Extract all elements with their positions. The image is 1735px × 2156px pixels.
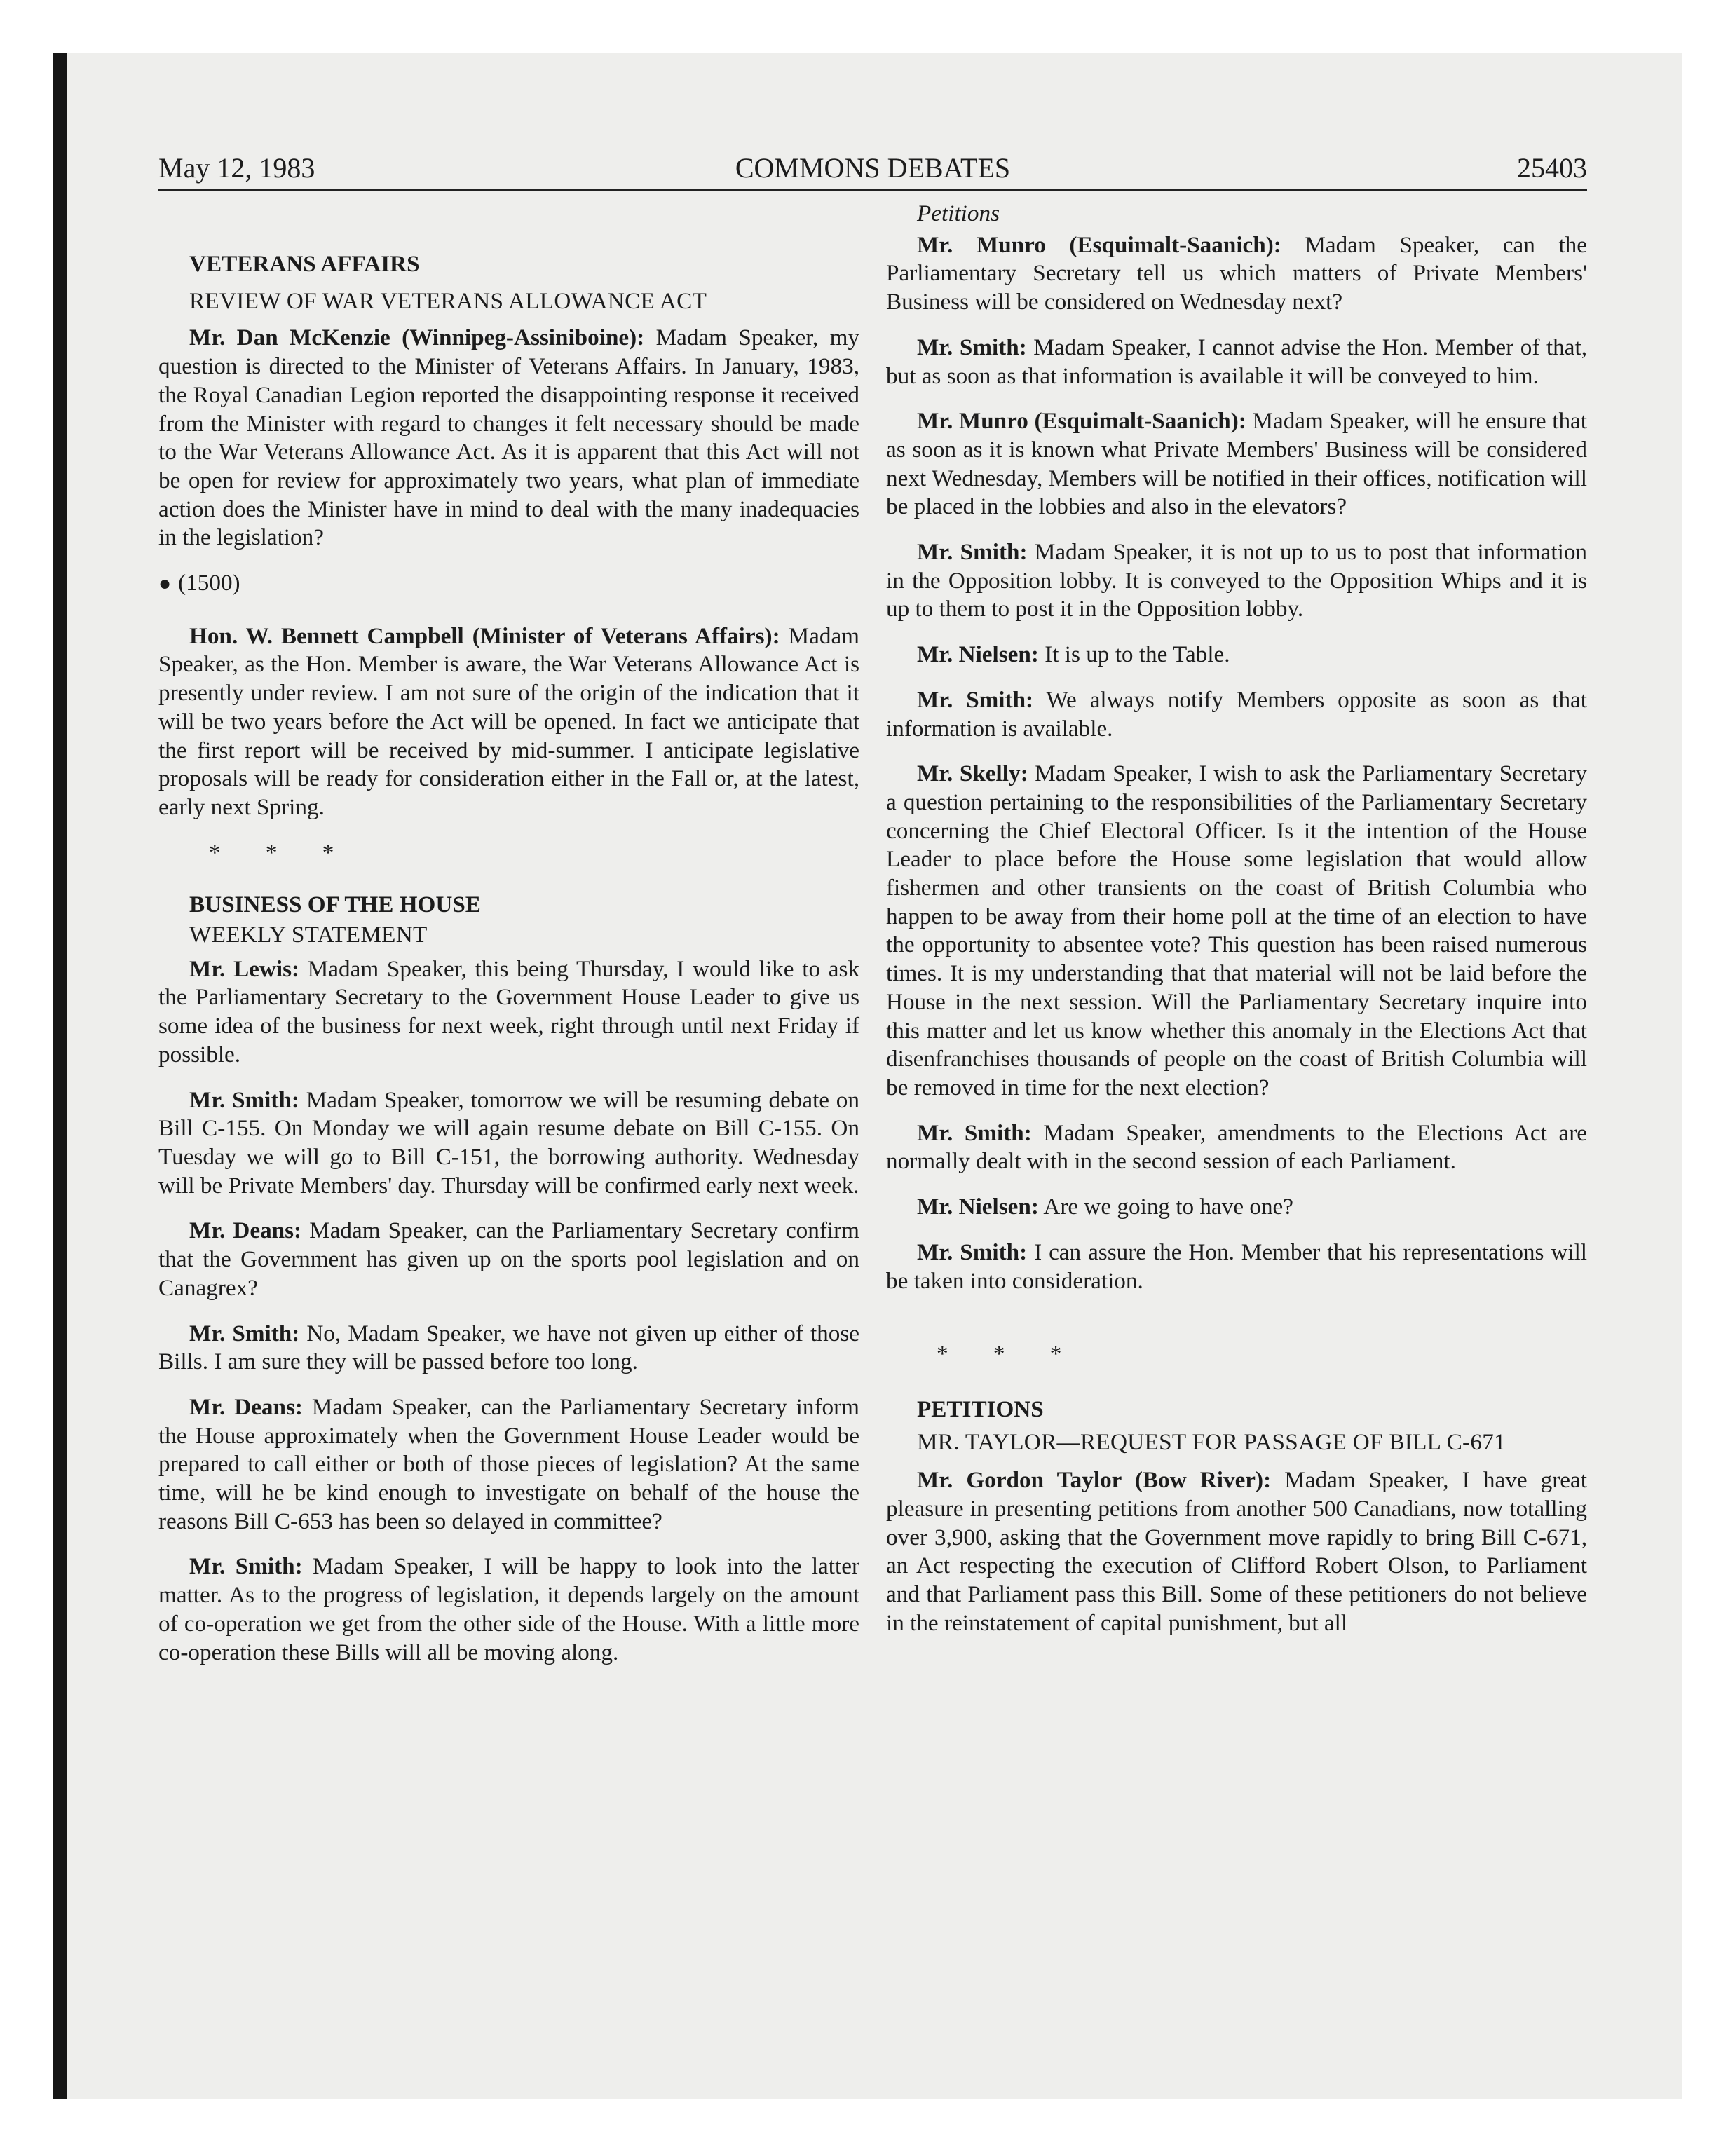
speaker-name: Mr. Lewis: bbox=[189, 955, 300, 982]
speech-text: Madam Speaker, I wish to ask the Parliamentary Secretary a question pertaining to the responsibilities of the Parliamentary Secretary concerning the Chief Electoral Officer. Is it the intention of the House Leader to place before the House some legislation that would allow fishermen and other transients on the coast of British Columbia who happen to be away from their home poll at the time of an election to have the opportunity to absentee vote? This question has been raised numerous times. It is my understanding that that material will not be laid before the House in the next session. Will the Parliamentary Secretary inquire into this matter and let us know whether this anomaly in the Elections Act that disenfranchises thousands of people on the coast of British Columbia will be removed in time for the next election? bbox=[886, 760, 1587, 1100]
speaker-name: Mr. Smith: bbox=[189, 1086, 299, 1113]
section-title-veterans-affairs: VETERANS AFFAIRS bbox=[189, 251, 420, 277]
speech-text: Madam Speaker, amendments to the Elections Act are normally dealt with in the second session of each Parliament. bbox=[886, 1119, 1587, 1175]
paragraph bbox=[158, 324, 859, 552]
paragraph bbox=[886, 1239, 1587, 1295]
subtitle-taylor-request: MR. TAYLOR—REQUEST FOR PASSAGE OF BILL C-671 bbox=[917, 1428, 1506, 1455]
speech-text: Madam Speaker, can the Parliamentary Secretary tell us which matters of Private Members' Business will be considered on Wednesday next? bbox=[886, 231, 1587, 315]
speaker-name: Mr. Smith: bbox=[917, 539, 1028, 566]
speaker-name: Mr. Smith: bbox=[917, 334, 1027, 360]
speech-text: Madam Speaker, can the Parliamentary Secretary inform the House approximately when the Government House Leader would be prepared to call either or both of those pieces of legislation? At the same time, will he be kind enough to investigate on behalf of the house the reasons Bill C-653 has been so delayed in committee? bbox=[158, 1393, 859, 1534]
paragraph bbox=[158, 955, 859, 1070]
header-title: COMMONS DEBATES bbox=[735, 152, 1011, 184]
speaker-name: Mr. Nielsen: bbox=[917, 1194, 1039, 1220]
speech-text: No, Madam Speaker, we have not given up either of those Bills. I am sure they will be passed before too long. bbox=[158, 1320, 860, 1375]
speaker-name: Mr. Smith: bbox=[917, 686, 1034, 713]
speech-text: Madam Speaker, will he ensure that as soon as it is known what Private Members' Business will be considered next Wednesday, Members will be notified in their offices, notification will be placed in the lobbies and also in the elevators? bbox=[886, 408, 1587, 520]
speaker-name: Mr. Deans: bbox=[189, 1393, 303, 1420]
subtitle-weekly-statement: WEEKLY STATEMENT bbox=[189, 922, 428, 948]
speech-text: Madam Speaker, I cannot advise the Hon. Member of that, but as soon as that information is available it will be conveyed to him. bbox=[886, 334, 1587, 389]
paragraph bbox=[886, 1119, 1587, 1176]
speech-text: Madam Speaker, it is not up to us to post that information in the Opposition lobby. It is conveyed to the Opposition Whips and it is up to them to post it in the Opposition lobby. bbox=[886, 539, 1588, 622]
speech-text: Madam Speaker, tomorrow we will be resuming debate on Bill C-155. On Monday we will again resume debate on Bill C-155. On Tuesday we will go to Bill C-151, the borrowing authority. Wednesday will be Private Members' day. Thursday will be confirmed early next week. bbox=[158, 1086, 859, 1199]
paragraph bbox=[886, 407, 1587, 521]
paragraph bbox=[886, 760, 1587, 1102]
paragraph bbox=[886, 334, 1587, 390]
speaker-name: Mr. Smith: bbox=[917, 1239, 1028, 1265]
speaker-name: Mr. Smith: bbox=[917, 1119, 1032, 1146]
speech-text: I can assure the Hon. Member that his representations will be taken into consideration. bbox=[886, 1239, 1588, 1294]
section-separator: * * * bbox=[937, 1341, 1082, 1367]
speech-text: Madam Speaker, as the Hon. Member is aware, the War Veterans Allowance Act is presently under review. I am not sure of the origin of the indication that it will be two years before the Act will be opened. In fact we anticipate that the first report will be received by mid-summer. I anticipate legislative proposals will be ready for consideration either in the Fall or, at the latest, early next Spring. bbox=[158, 622, 859, 820]
header-page-number: 25403 bbox=[1517, 152, 1587, 184]
paragraph bbox=[158, 1393, 859, 1536]
section-title-business-of-the-house: BUSINESS OF THE HOUSE bbox=[189, 892, 481, 918]
speech-text: Madam Speaker, can the Parliamentary Secretary confirm that the Government has given up on the sports pool legislation and on Canagrex? bbox=[158, 1217, 859, 1301]
right-column bbox=[886, 200, 1587, 1655]
time-mark bbox=[158, 569, 859, 599]
paragraph bbox=[886, 231, 1587, 317]
speaker-name: Mr. Deans: bbox=[189, 1217, 302, 1244]
running-head bbox=[158, 147, 1587, 189]
header-rule bbox=[158, 189, 1587, 191]
paragraph bbox=[886, 641, 1587, 669]
speaker-name: Mr. Dan McKenzie (Winnipeg-Assiniboine): bbox=[189, 325, 645, 351]
subtitle-review-war-veterans: REVIEW OF WAR VETERANS ALLOWANCE ACT bbox=[189, 287, 707, 314]
paragraph bbox=[886, 1193, 1587, 1222]
paragraph bbox=[158, 622, 859, 822]
header-date: May 12, 1983 bbox=[158, 152, 315, 184]
speech-text: Madam Speaker, I will be happy to look into the latter matter. As to the progress of legislation, it depends largely on the amount of co-operation we get from the other side of the House. With a little more co-operation these Bills will all be moving along. bbox=[158, 1553, 860, 1665]
speaker-name: Mr. Nielsen: bbox=[917, 641, 1039, 668]
paragraph bbox=[886, 686, 1587, 743]
speaker-name: Hon. W. Bennett Campbell (Minister of Veterans Affairs): bbox=[189, 622, 780, 649]
speaker-name: Mr. Munro (Esquimalt-Saanich): bbox=[917, 408, 1246, 435]
speech-text: It is up to the Table. bbox=[1038, 641, 1230, 668]
paragraph bbox=[158, 1217, 859, 1302]
scan-edge-bar bbox=[53, 53, 67, 2099]
speaker-name: Mr. Skelly: bbox=[917, 760, 1028, 787]
speech-text: Are we going to have one? bbox=[1038, 1194, 1294, 1220]
speaker-name: Mr. Munro (Esquimalt-Saanich): bbox=[917, 231, 1281, 258]
speaker-name: Mr. Smith: bbox=[189, 1320, 300, 1346]
time-mark-label: (1500) bbox=[178, 570, 240, 596]
speech-text: Madam Speaker, my question is directed to the Minister of Veterans Affairs. In January, 1983, the Royal Canadian Legion reported the disappointing response it received from the Minister with regard to changes it felt necessary should be made to the War Veterans Allowance Act. As it is apparent that this Act will not be open for review for approximately two years, what plan of immediate action does the Minister have in mind to deal with the many inadequacies in the legislation? bbox=[158, 325, 859, 551]
speech-text: Madam Speaker, I have great pleasure in presenting petitions from another 500 Canadians, now totalling over 3,900, asking that the Government move rapidly to bring Bill C-671, an Act respecting the execution of Clifford Robert Olson, to Parliament and that Parliament pass this Bill. Some of these petitioners do not believe in the reinstatement of capital punishment, but all bbox=[886, 1467, 1587, 1636]
paragraph bbox=[158, 1320, 859, 1377]
speech-text: We always notify Members opposite as soon as that information is available. bbox=[886, 686, 1587, 742]
paragraph bbox=[158, 1086, 859, 1201]
speaker-name: Mr. Smith: bbox=[189, 1553, 303, 1580]
paragraph bbox=[886, 538, 1587, 624]
bullet-icon: ● bbox=[158, 572, 172, 596]
running-section-title: Petitions bbox=[917, 200, 1000, 226]
left-column bbox=[158, 200, 859, 1684]
paragraph bbox=[886, 1466, 1587, 1637]
section-title-petitions: PETITIONS bbox=[917, 1396, 1044, 1422]
speaker-name: Mr. Gordon Taylor (Bow River): bbox=[917, 1467, 1272, 1494]
section-separator: * * * bbox=[209, 839, 354, 866]
paragraph bbox=[158, 1553, 859, 1667]
speech-text: Madam Speaker, this being Thursday, I would like to ask the Parliamentary Secretary to the Government House Leader to give us some idea of the business for next week, right through until next Friday if possible. bbox=[158, 955, 860, 1067]
